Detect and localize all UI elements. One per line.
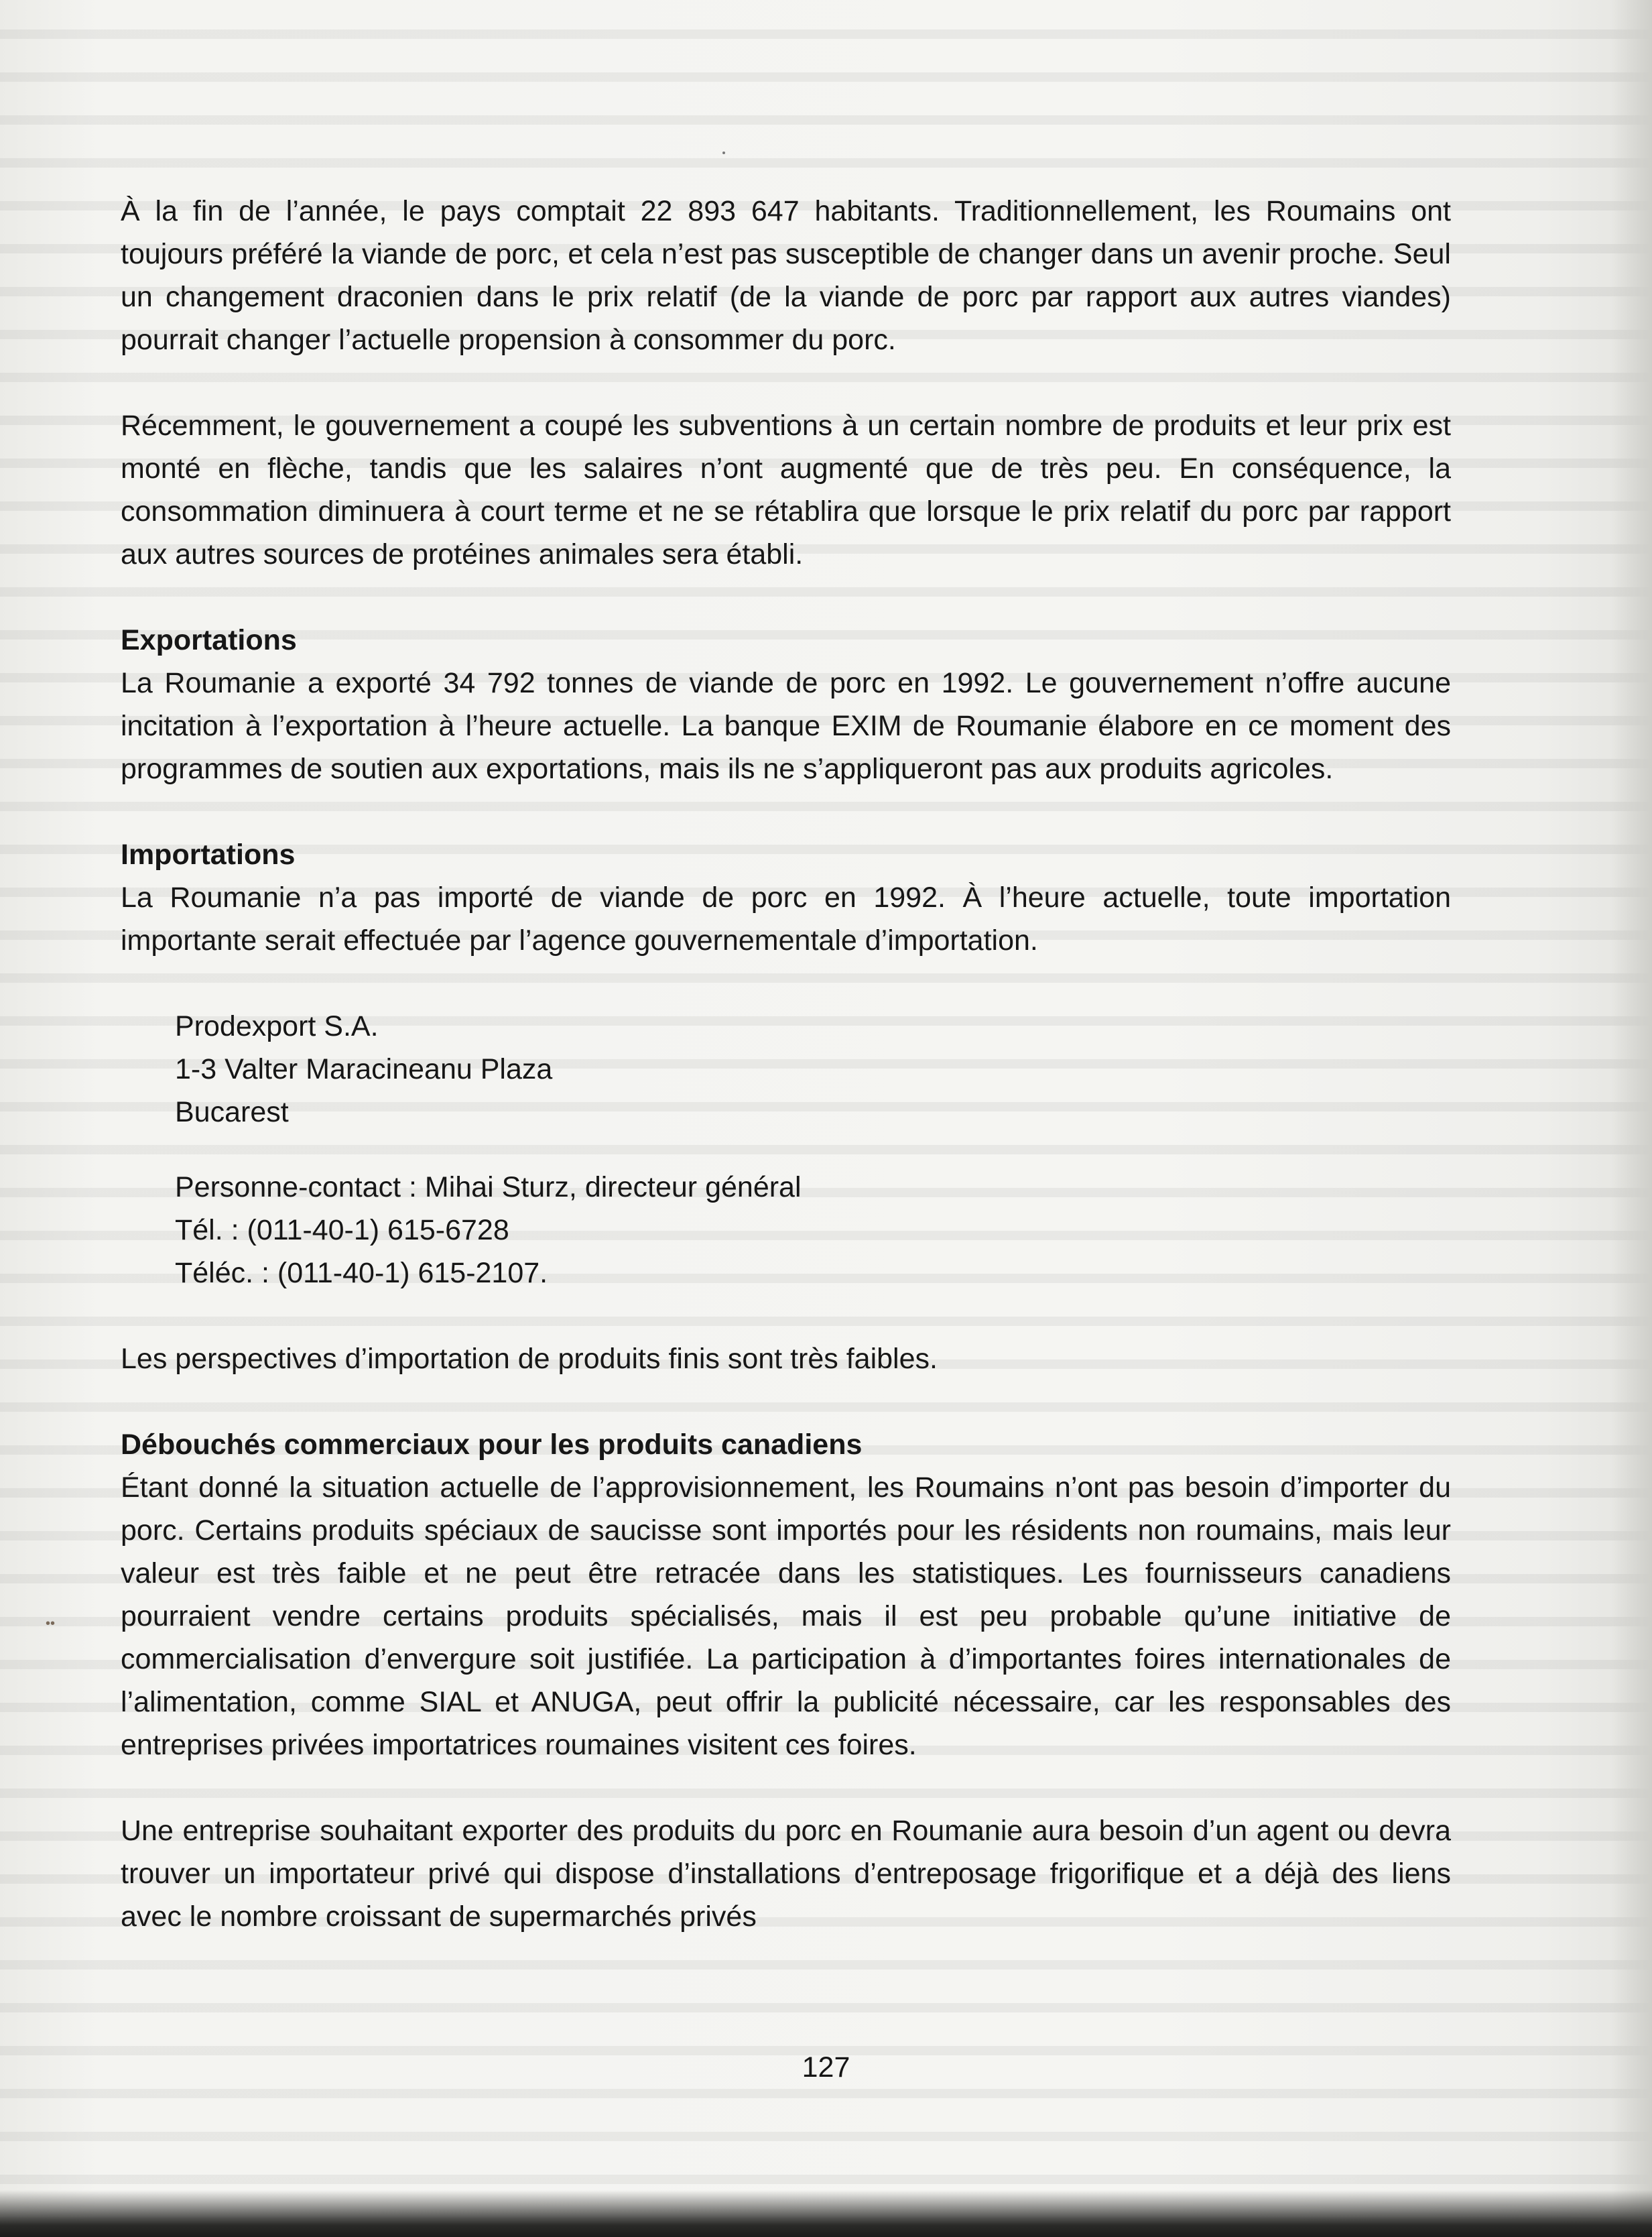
paragraph-exportations: La Roumanie a exporté 34 792 tonnes de viande de porc en 1992. Le gouvernement n’offre aucune incitation à l’exportation à l’heure actuelle. La banque EXIM de Roumanie élabore en ce moment des programmes de soutien aux exportations, mais ils ne s’appliqueront pas aux produits agricoles. [121, 667, 1451, 785]
paragraph-perspectives: Les perspectives d’importation de produits finis sont très faibles. [121, 1343, 938, 1375]
address-block [121, 1005, 1451, 1294]
paragraph-agent: Une entreprise souhaitant exporter des produits du porc en Roumanie aura besoin d’un agent ou devra trouver un importateur privé qui dispose d’installations d’entreposage frigorifique et a déjà des liens avec le nombre croissant de supermarchés privés [121, 1815, 1451, 1933]
page-number: 127 [802, 2051, 850, 2083]
heading-exportations: Exportations [121, 624, 297, 656]
address-contact: Personne-contact : Mihai Sturz, directeur général [175, 1171, 802, 1203]
paragraph-debouches: Étant donné la situation actuelle de l’approvisionnement, les Roumains n’ont pas besoin d’importer du porc. Certains produits spéciaux de saucisse sont importés pour les résidents non roumains, mais leur valeur est très faible et ne peut être retracée dans les statistiques. Les fournisseurs canadiens pourraient vendre certains produits spécialisés, mais il est peu probable qu’une initiative de commercialisation d’envergure soit justifiée. La participation à d’importantes foires internationales de l’alimentation, comme SIAL et ANUGA, peut offrir la publicité nécessaire, car les responsables des entreprises privées importatrices roumaines visitent ces foires. [121, 1471, 1451, 1761]
body-text [121, 190, 1451, 1938]
paragraph-importations: La Roumanie n’a pas importé de viande de porc en 1992. À l’heure actuelle, toute importation importante serait effectuée par l’agence gouvernementale d’importation. [121, 882, 1451, 957]
address-tel: Tél. : (011-40-1) 615-6728 [175, 1214, 509, 1246]
page-bottom-shadow [0, 2190, 1652, 2237]
address-company: Prodexport S.A. [175, 1010, 379, 1042]
address-street: 1-3 Valter Maracineanu Plaza [175, 1053, 553, 1085]
heading-debouches: Débouchés commerciaux pour les produits canadiens [121, 1429, 863, 1461]
page-edge-shadow [1612, 0, 1652, 2237]
ink-speck: •• [46, 1616, 56, 1631]
heading-importations: Importations [121, 839, 296, 871]
address-city: Bucarest [175, 1096, 289, 1128]
ink-dot [722, 152, 725, 154]
paragraph-subsidies: Récemment, le gouvernement a coupé les subventions à un certain nombre de produits et leur prix est monté en flèche, tandis que les salaires n’ont augmenté que de très peu. En conséquence, la consommation diminuera à court terme et ne se rétablira que lorsque le prix relatif du porc par rapport aux autres sources de protéines animales sera établi. [121, 410, 1451, 570]
paragraph-population: À la fin de l’année, le pays comptait 22 893 647 habitants. Traditionnellement, les Roumains ont toujours préféré la viande de porc, et cela n’est pas susceptible de changer dans un avenir proche. Seul un changement draconien dans le prix relatif (de la viande de porc par rapport aux autres viandes) pourrait changer l’actuelle propension à consommer du porc. [121, 195, 1451, 356]
address-fax: Téléc. : (011-40-1) 615-2107. [175, 1257, 548, 1289]
